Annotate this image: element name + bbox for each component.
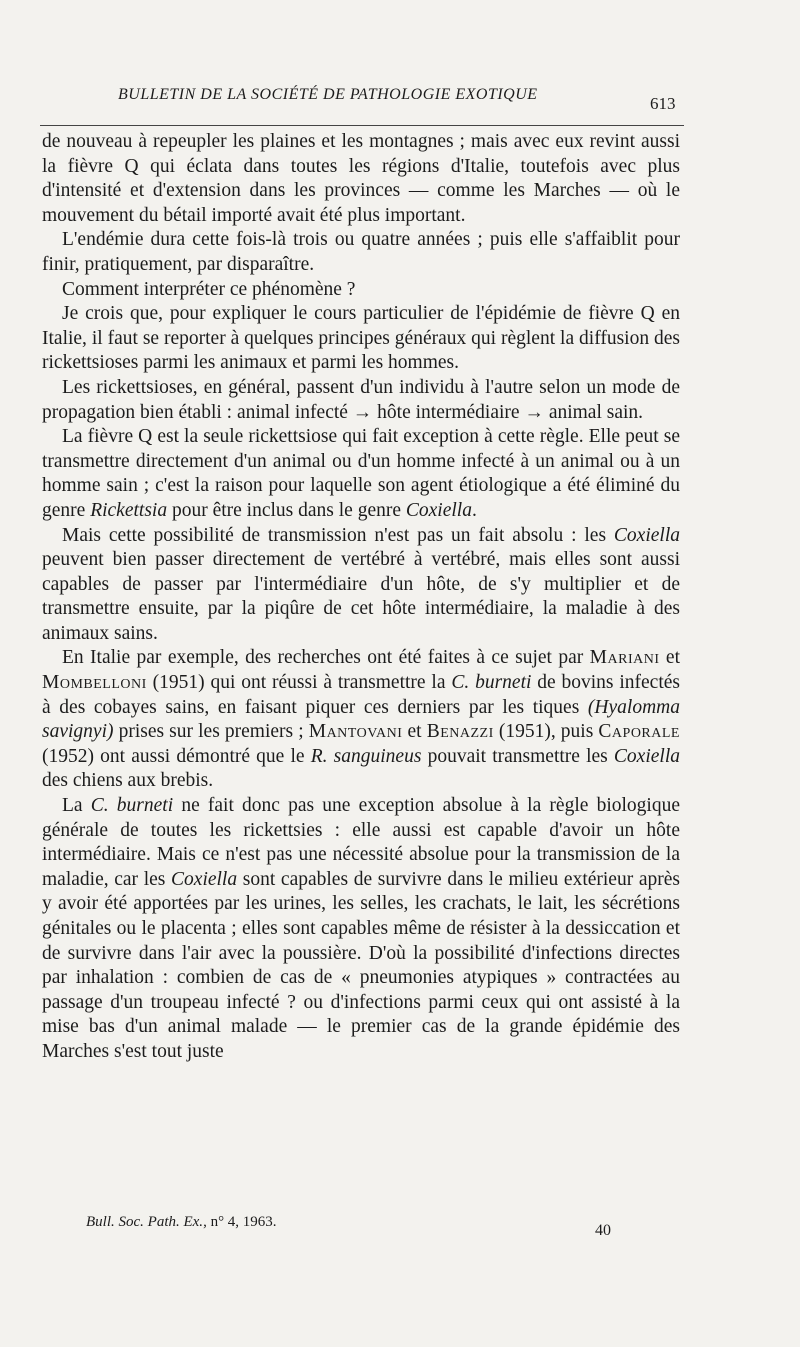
paragraph-7: Mais cette possibilité de transmission n'est pas un fait absolu : les Coxiella peuvent bien passer directement de vertébré à vertébré, mais elles sont aussi capables de passer par l'intermédiaire d'un hôte, de s'y multiplier et de transmettre ensuite, par la piqûre de cet hôte intermédiaire, la maladie à des animaux sains. [42,524,680,644]
author-name: Mantovani [308,721,403,743]
paragraph-8: En Italie par exemple, des recherches ont été faites à ce sujet par Mariani et Mombelloni (1951) qui ont réussi à transmettre la C. burneti de bovins infectés à des cobayes sains, en faisant piquer ces derniers par les tiques (Hyalomma savignyi) prises sur les premiers ; Mantovani et Benazzi (1951), puis Caporale (1952) ont aussi démontré que le R. sanguineus pouvait transmettre les Coxiella des chiens aux brebis. [42,647,680,792]
paragraph-3: Comment interpréter ce phénomène ? [62,278,356,300]
journal-issue: , n° 4, 1963. [203,1214,277,1230]
page-number: 613 [650,94,676,113]
genus-coxiella: Coxiella [405,499,472,521]
author-name: Benazzi [426,721,494,743]
paragraph-6: La fièvre Q est la seule rickettsiose qui fait exception à cette règle. Elle peut se transmettre directement d'un animal ou d'un homme infecté à un animal ou à un homme sain ; c'est la raison pour laquelle son agent étiologique a été éliminé du genre Rickettsia pour être inclus dans le genre Coxiella. [42,426,680,521]
body-text [42,130,680,1065]
footer-citation [86,1214,277,1231]
running-head: BULLETIN DE LA SOCIÉTÉ DE PATHOLOGIE EXOTIQUE [118,86,538,103]
journal-abbreviation: Bull. Soc. Path. Ex. [86,1214,204,1230]
paragraph-2: L'endémie dura cette fois-là trois ou quatre années ; puis elle s'affaiblit pour finir, pratiquement, par disparaître. [42,229,680,275]
header-rule [40,125,684,126]
paragraph-1: de nouveau à repeupler les plaines et les montagnes ; mais avec eux revint aussi la fièvre Q qui éclata dans toutes les régions d'Italie, toutefois avec plus d'intensité et d'extension dans les provinces — comme les Marches — où le mouvement du bétail importé avait été plus important. [42,131,680,226]
paragraph-5: Les rickettsioses, en général, passent d'un individu à l'autre selon un mode de propagation bien établi : animal infecté → hôte intermédiaire → animal sain. [42,376,680,423]
author-name: Mombelloni [42,672,147,694]
paragraph-4: Je crois que, pour expliquer le cours particulier de l'épidémie de fièvre Q en Italie, il faut se reporter à quelques principes généraux qui règlent la diffusion des rickettsioses parmi les animaux et parmi les hommes. [42,303,680,374]
author-name: Mariani [589,647,660,669]
paragraph-9: La C. burneti ne fait donc pas une exception absolue à la règle biologique générale de toutes les rickettsies : elle aussi est capable d'avoir un hôte intermédiaire. Mais ce n'est pas une nécessité absolue pour la transmission de la maladie, car les Coxiella sont capables de survivre dans le milieu extérieur après y avoir été apportées par les urines, les selles, les crachats, le lait, les sécrétions génitales ou le placenta ; elles sont capables même de résister à la dessiccation et de survivre dans l'air avec la poussière. D'où la possibilité d'infections directes par inhalation : combien de cas de « pneumonies atypiques » contractées au passage d'un troupeau infecté ? ou d'infections parmi ceux qui ont assisté à la mise bas d'un animal malade — le premier cas de la grande épidémie des Marches s'est tout juste [42,795,681,1062]
author-name: Caporale [598,721,680,743]
signature-mark: 40 [595,1222,611,1239]
genus-rickettsia: Rickettsia [90,499,168,521]
